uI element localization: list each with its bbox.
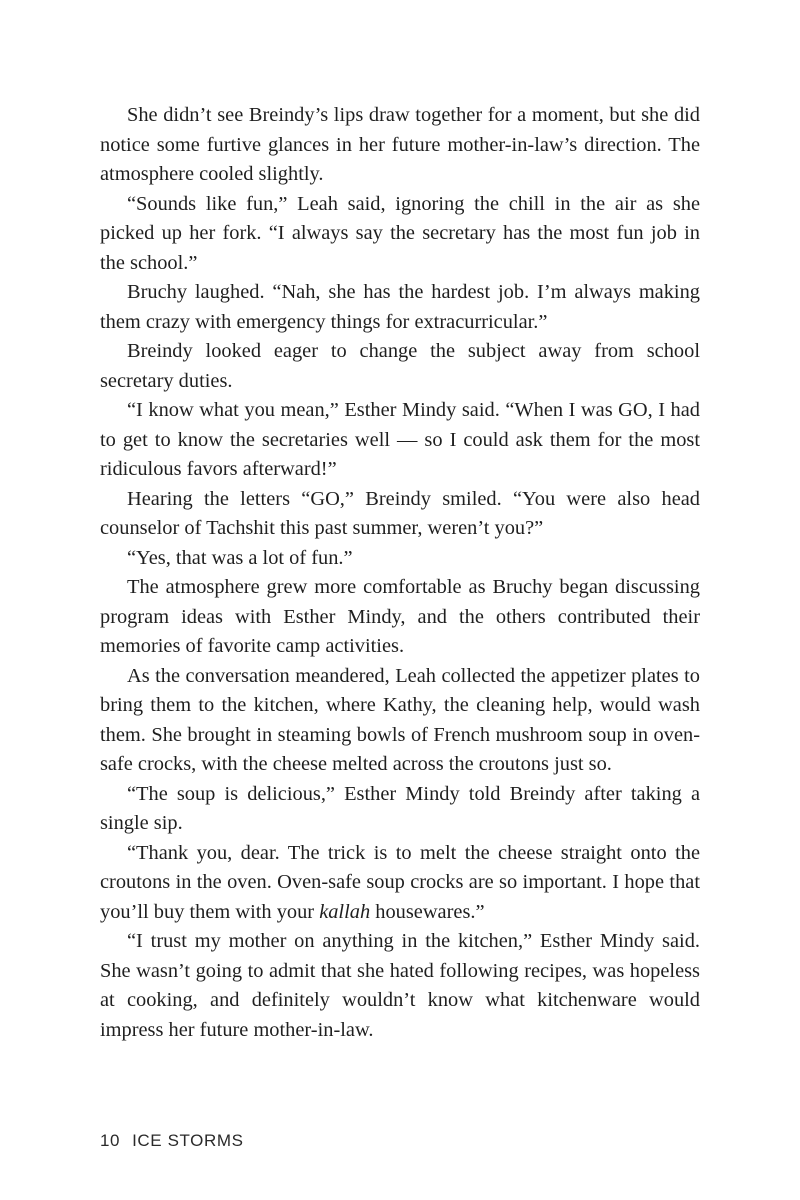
paragraph-7: “Yes, that was a lot of fun.” (127, 546, 353, 569)
running-title: ICE STORMS (132, 1131, 244, 1150)
paragraph-2: “Sounds like fun,” Leah said, ignoring the chill in the air as she picked up her fork. “I always say the secretary has the most fun job in the school.” (100, 192, 700, 274)
paragraph-3: Bruchy laughed. “Nah, she has the hardest job. I’m always making them crazy with emergency things for extracurricular.” (100, 281, 700, 333)
paragraph-9: As the conversation meandered, Leah collected the appetizer plates to bring them to the kitchen, where Kathy, the cleaning help, would wash them. She brought in steaming bowls of French mushroom soup in oven-safe crocks, with the cheese melted across the croutons just so. (100, 664, 700, 775)
paragraph-4: Breindy looked eager to change the subject away from school secretary duties. (100, 340, 700, 392)
paragraph-11 (100, 839, 700, 928)
paragraph-10: “The soup is delicious,” Esther Mindy told Breindy after taking a single sip. (100, 782, 700, 834)
paragraph-11-end: housewares.” (370, 900, 485, 923)
paragraph-12: “I trust my mother on anything in the kitchen,” Esther Mindy said. She wasn’t going to admit that she hated following recipes, was hopeless at cooking, and definitely wouldn’t know what kitchenware would impress her future mother-in-law. (100, 930, 700, 1041)
emphasis-kallah: kallah (319, 900, 371, 923)
paragraph-5: “I know what you mean,” Esther Mindy said. “When I was GO, I had to get to know the secretaries well — so I could ask them for the most ridiculous favors afterward!” (100, 399, 700, 480)
page-number: 10 (100, 1131, 121, 1150)
paragraph-6: Hearing the letters “GO,” Breindy smiled. “You were also head counselor of Tachshit this past summer, weren’t you?” (100, 487, 700, 539)
paragraph-1: She didn’t see Breindy’s lips draw together for a moment, but she did notice some furtive glances in her future mother-in-law’s direction. The atmosphere cooled slightly. (100, 104, 700, 185)
body-text (100, 101, 700, 1045)
page-footer (100, 1131, 244, 1151)
paragraph-11-start: “Thank you, dear. The trick is to melt the cheese straight onto the croutons in the oven. Oven-safe soup crocks are so important. I hope that you’ll buy them with your (100, 841, 700, 923)
paragraph-8: The atmosphere grew more comfortable as Bruchy began discussing program ideas with Esther Mindy, and the others contributed their memories of favorite camp activities. (100, 576, 700, 657)
